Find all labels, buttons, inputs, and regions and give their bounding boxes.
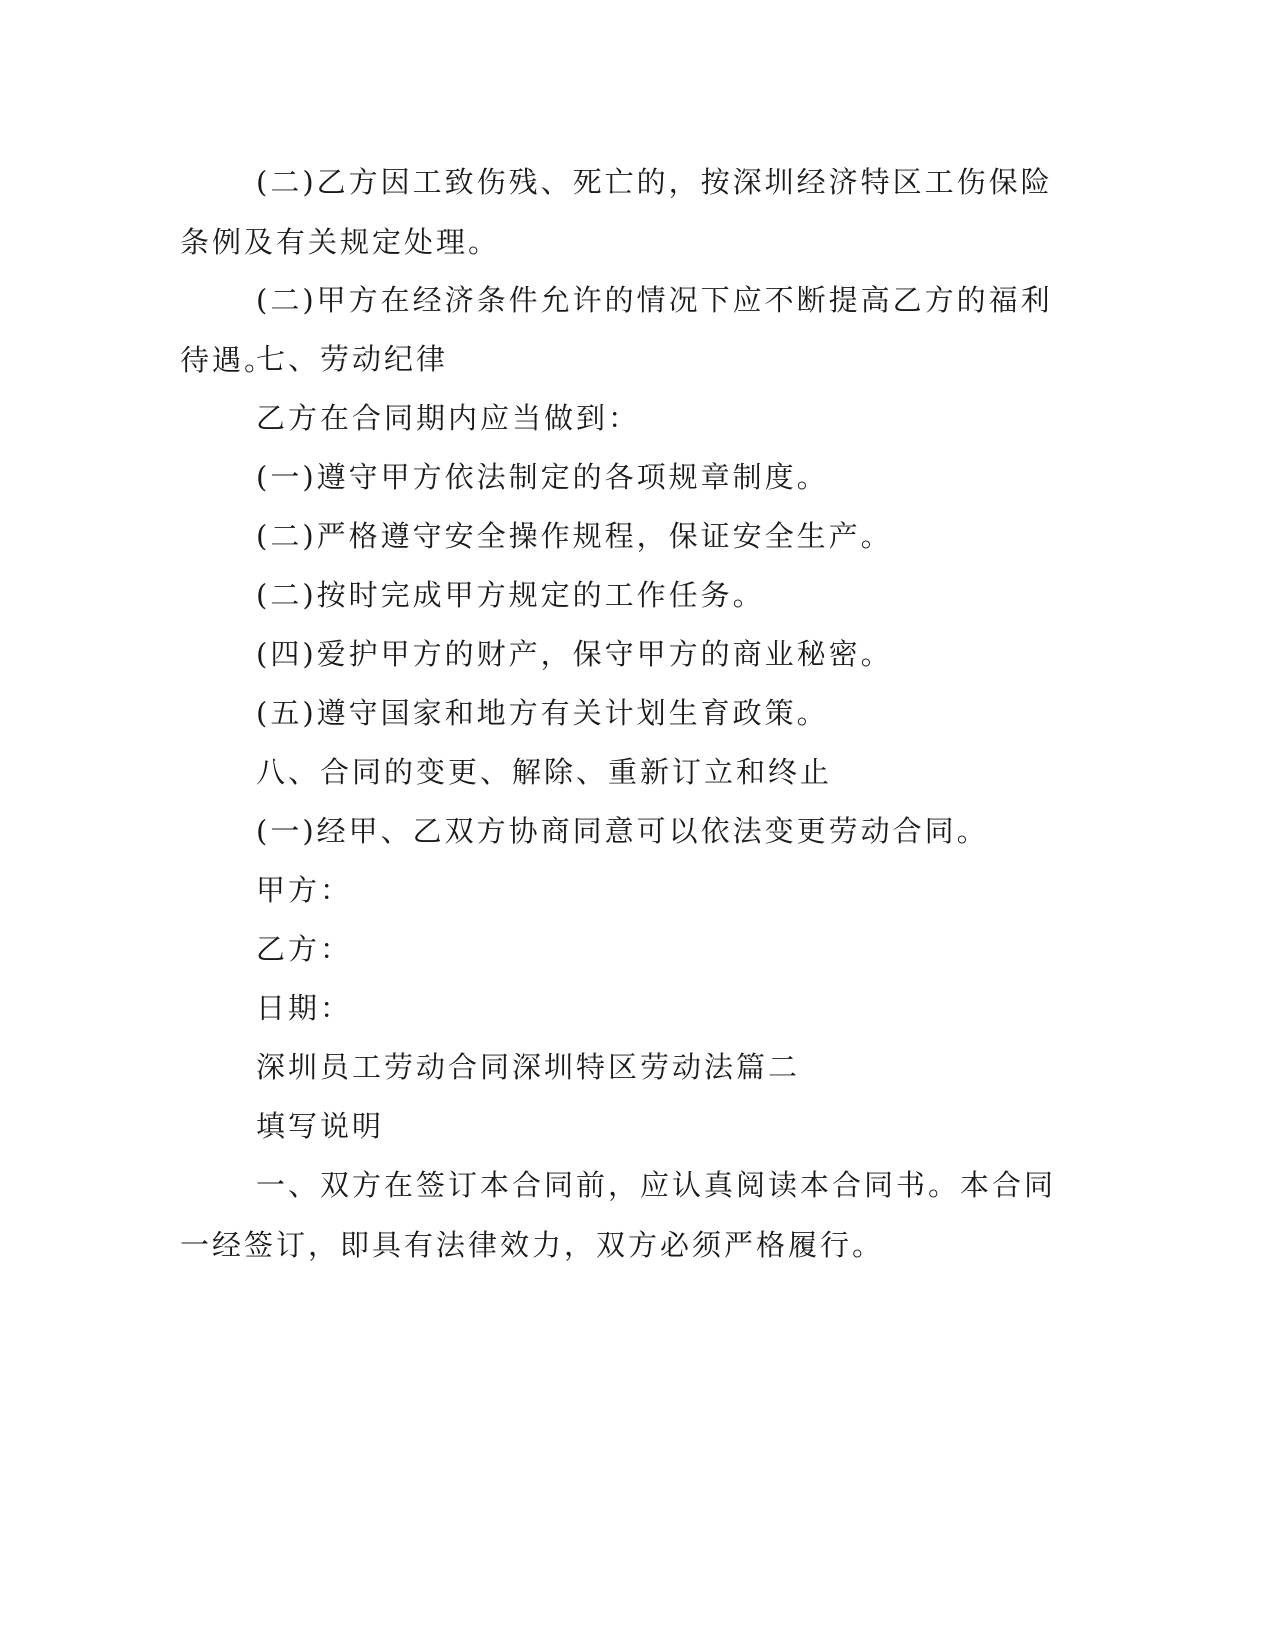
list-item-safety: (二)严格遵守安全操作规程，保证安全生产。: [256, 519, 893, 553]
list-item-tasks: (二)按时完成甲方规定的工作任务。: [256, 578, 765, 612]
paragraph-work-injury: (二)乙方因工致伤残、死亡的，按深圳经济特区工伤保险条例及有关规定处理。: [180, 165, 1053, 259]
paragraph-obligations-intro: 乙方在合同期内应当做到：: [256, 401, 641, 435]
signature-party-a-label: 甲方：: [256, 873, 353, 907]
list-item-property: (四)爱护甲方的财产，保守甲方的商业秘密。: [256, 637, 893, 671]
list-item-family-planning: (五)遵守国家和地方有关计划生育政策。: [256, 696, 829, 730]
list-item-contract-change: (一)经甲、乙双方协商同意可以依法变更劳动合同。: [256, 814, 989, 848]
signature-date-label: 日期：: [256, 991, 353, 1025]
section-heading-contract-changes: 八、合同的变更、解除、重新订立和终止: [256, 755, 833, 789]
paragraph-welfare: (二)甲方在经济条件允许的情况下应不断提高乙方的福利待遇。: [180, 283, 1053, 377]
section-heading-instructions: 填写说明: [256, 1109, 385, 1143]
paragraph-instruction-one: 一、双方在签订本合同前，应认真阅读本合同书。本合同一经签订，即具有法律效力，双方必须严格履行。: [180, 1168, 1057, 1262]
signature-party-b-label: 乙方：: [256, 932, 353, 966]
list-item-rules: (一)遵守甲方依法制定的各项规章制度。: [256, 460, 829, 494]
section-title-part-two: 深圳员工劳动合同深圳特区劳动法篇二: [256, 1050, 801, 1084]
section-heading-labor-discipline: 七、劳动纪律: [256, 342, 449, 376]
